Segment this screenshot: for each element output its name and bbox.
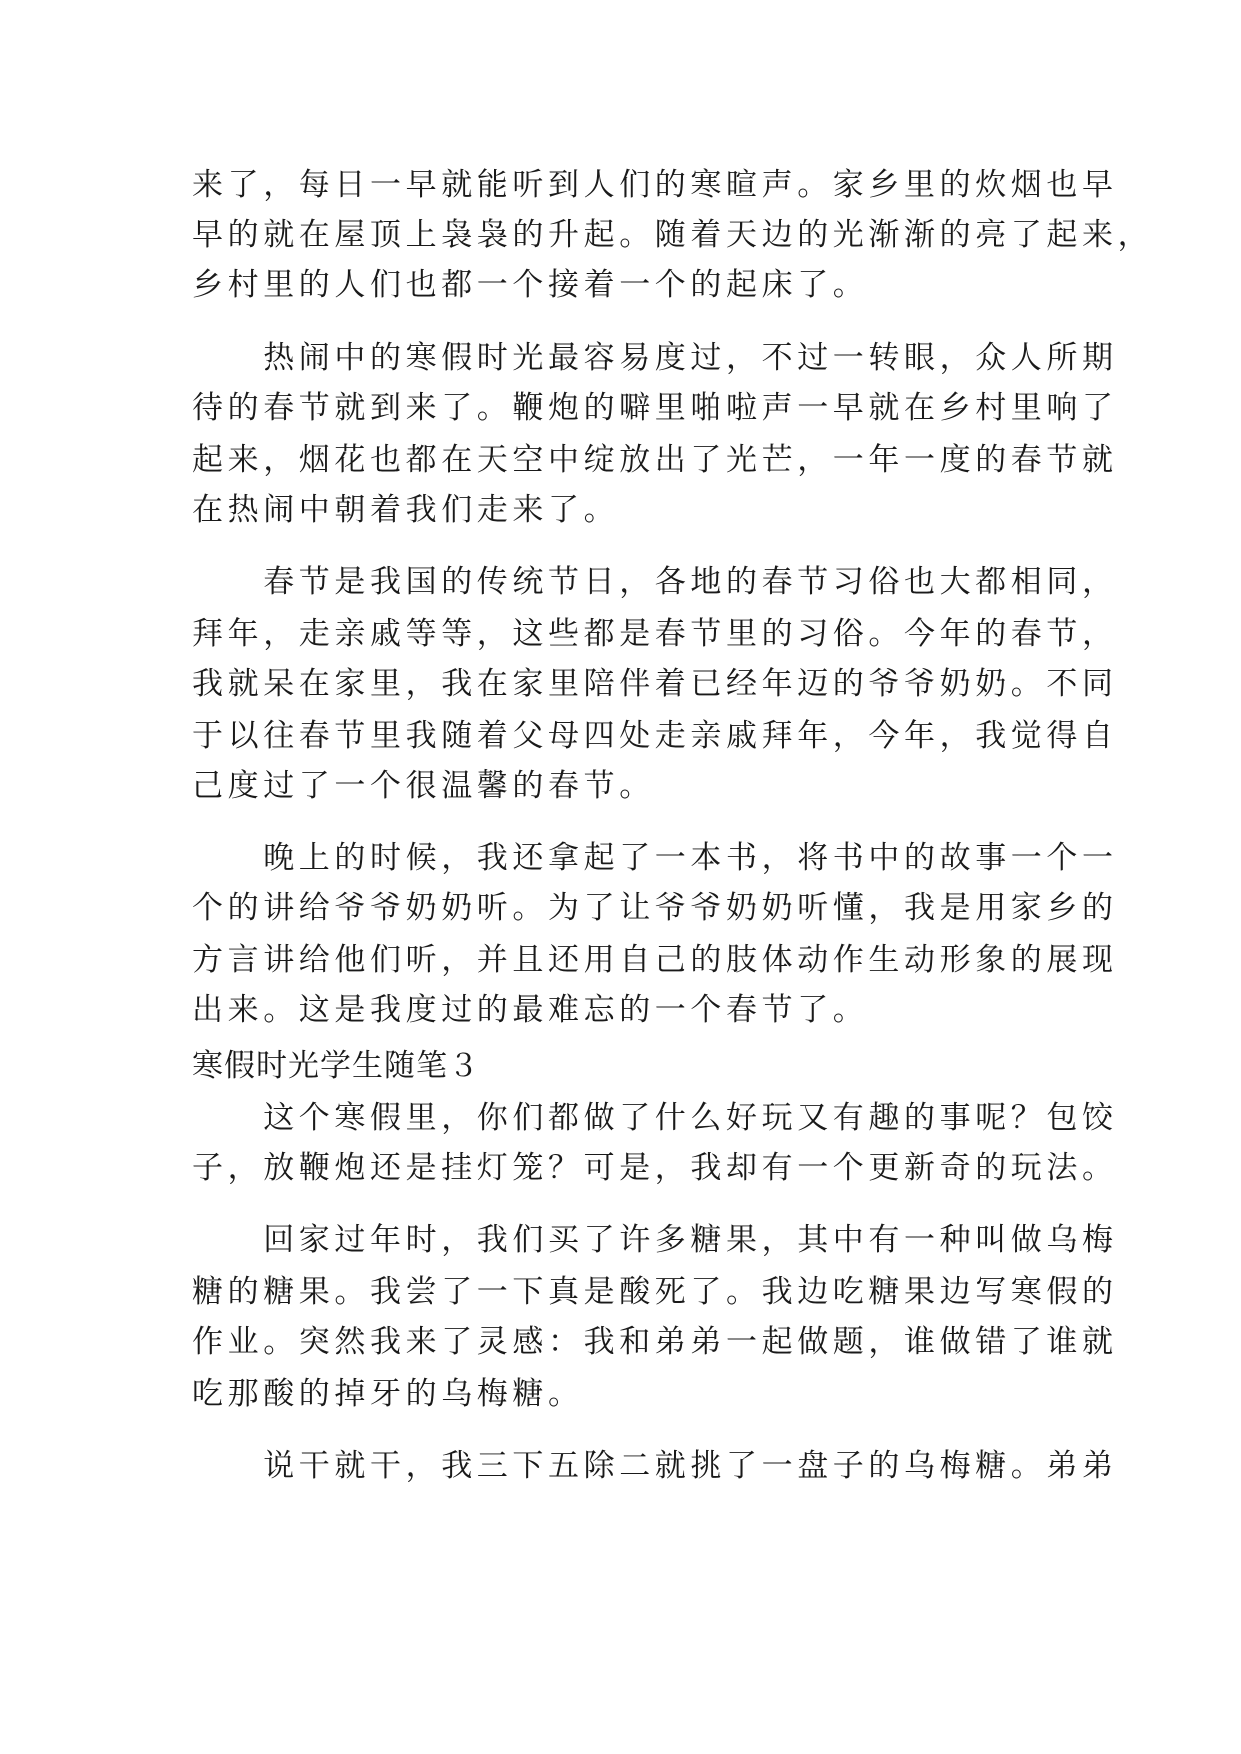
text-line: 待的春节就到来了。鞭炮的噼里啪啦声一早就在乡村里响了	[192, 390, 1118, 426]
text-line: 起来，烟花也都在天空中绽放出了光芒，一年一度的春节就	[192, 442, 1118, 478]
text-line: 在热闹中朝着我们走来了。	[192, 492, 620, 528]
text-line: 来了，每日一早就能听到人们的寒暄声。家乡里的炊烟也早	[192, 167, 1118, 203]
text-line: 早的就在屋顶上袅袅的升起。随着天边的光渐渐的亮了起来，	[192, 217, 1154, 253]
text-line: 回家过年时，我们买了许多糖果，其中有一种叫做乌梅	[192, 1222, 1118, 1258]
text-line: 这个寒假里，你们都做了什么好玩又有趣的事呢？包饺	[192, 1100, 1118, 1136]
text-line: 乡村里的人们也都一个接着一个的起床了。	[192, 267, 869, 303]
text-line: 子，放鞭炮还是挂灯笼？可是，我却有一个更新奇的玩法。	[192, 1150, 1118, 1186]
text-line: 个的讲给爷爷奶奶听。为了让爷爷奶奶听懂，我是用家乡的	[192, 890, 1118, 926]
text-line: 热闹中的寒假时光最容易度过，不过一转眼，众人所期	[192, 340, 1118, 376]
text-line: 作业。突然我来了灵感：我和弟弟一起做题，谁做错了谁就	[192, 1324, 1118, 1360]
text-line: 糖的糖果。我尝了一下真是酸死了。我边吃糖果边写寒假的	[192, 1274, 1118, 1310]
text-line: 拜年，走亲戚等等，这些都是春节里的习俗。今年的春节，	[192, 616, 1118, 652]
text-line: 己度过了一个很温馨的春节。	[192, 768, 655, 804]
text-line: 于以往春节里我随着父母四处走亲戚拜年，今年，我觉得自	[192, 718, 1118, 754]
text-line: 我就呆在家里，我在家里陪伴着已经年迈的爷爷奶奶。不同	[192, 666, 1118, 702]
text-line: 吃那酸的掉牙的乌梅糖。	[192, 1376, 584, 1412]
text-line: 说干就干，我三下五除二就挑了一盘子的乌梅糖。弟弟	[192, 1448, 1118, 1484]
text-line: 出来。这是我度过的最难忘的一个春节了。	[192, 992, 869, 1028]
text-line: 春节是我国的传统节日，各地的春节习俗也大都相同，	[192, 564, 1118, 600]
text-line: 晚上的时候，我还拿起了一本书，将书中的故事一个一	[192, 840, 1118, 876]
text-line: 方言讲给他们听，并且还用自己的肢体动作生动形象的展现	[192, 942, 1118, 978]
section-heading: 寒假时光学生随笔３	[192, 1048, 480, 1084]
